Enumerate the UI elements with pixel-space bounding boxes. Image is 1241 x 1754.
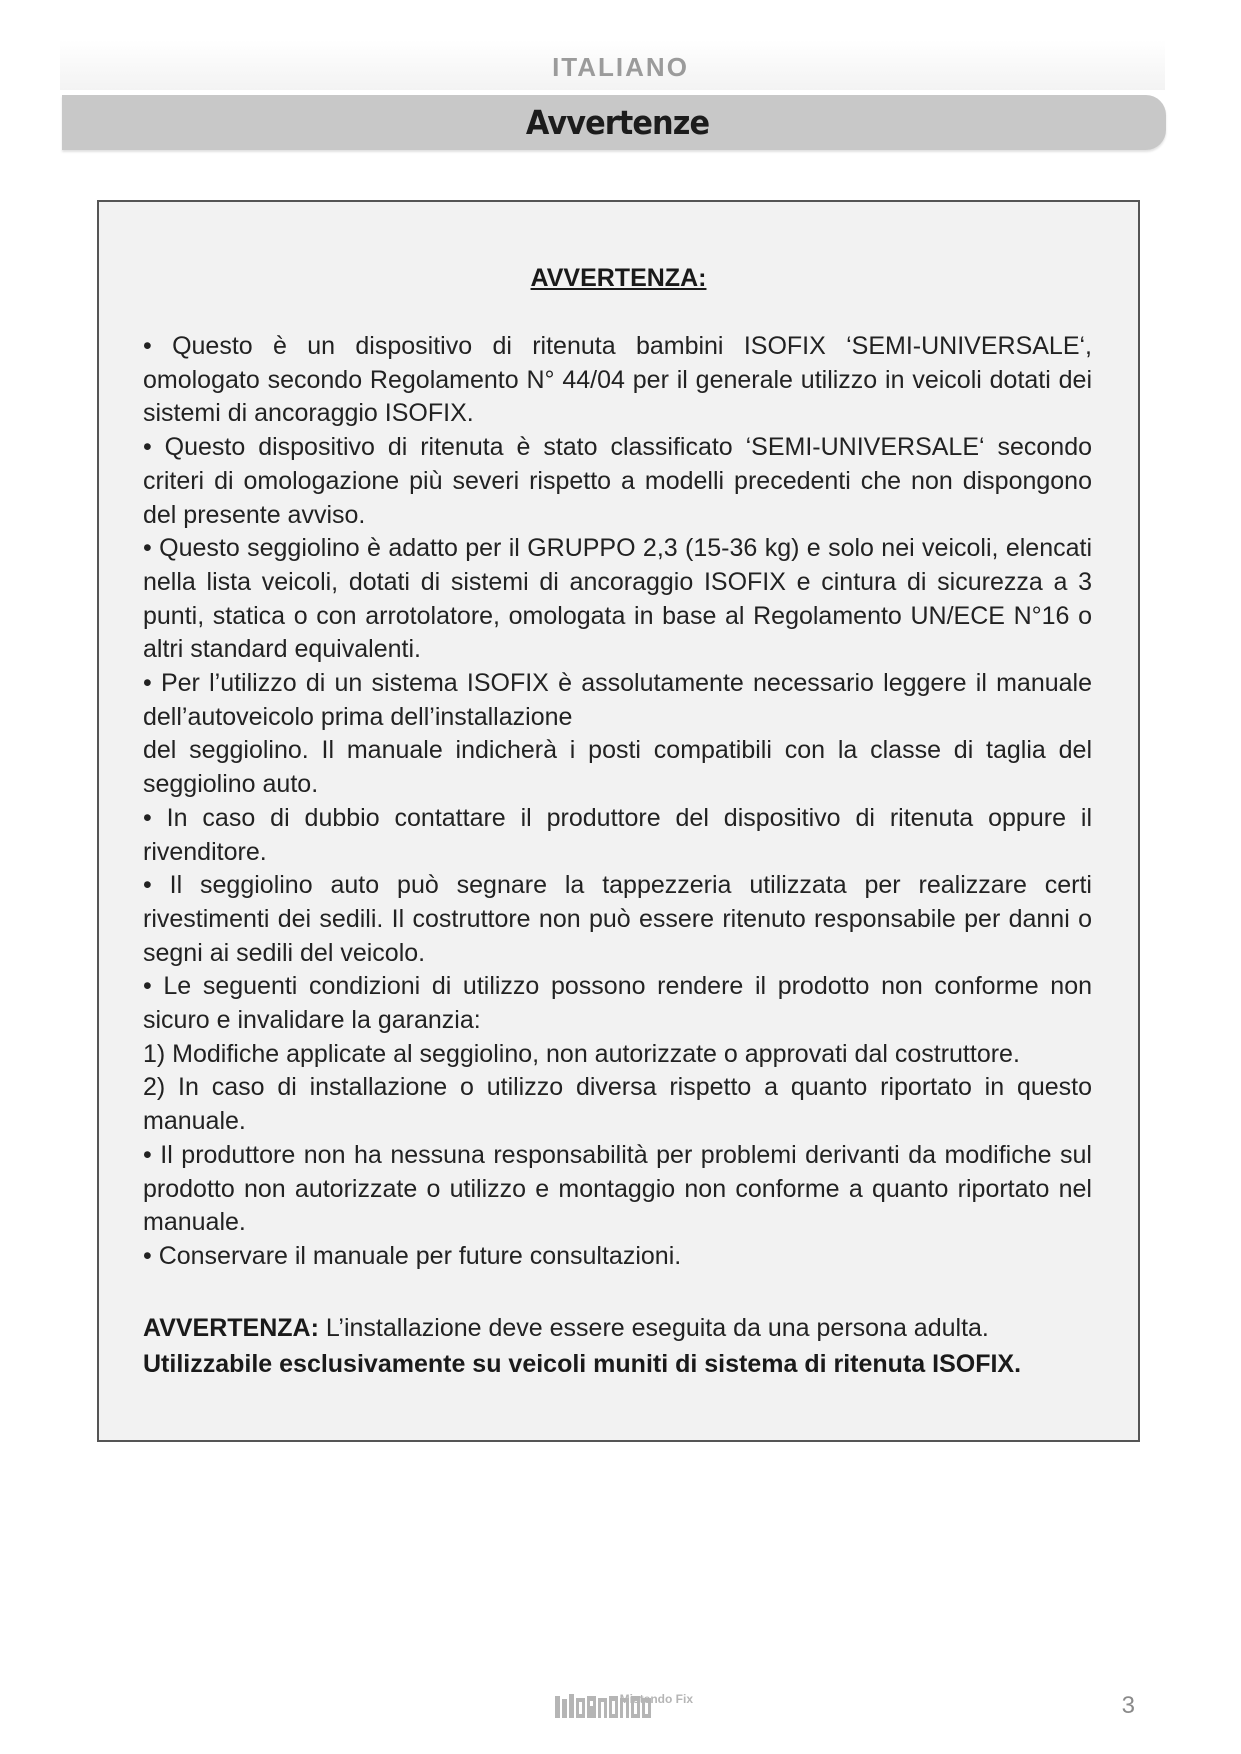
warning-box (97, 200, 1140, 1442)
warning-paragraph: 1) Modifiche applicate al seggiolino, non autorizzate o approvati dal costruttore. (143, 1039, 1020, 1068)
page-number: 3 (1121, 1692, 1135, 1719)
closing-label: AVVERTENZA: (143, 1314, 319, 1342)
warning-paragraph: • Conservare il manuale per future consultazioni. (143, 1241, 682, 1270)
closing-text: L’installazione deve essere eseguita da una persona adulta. (318, 1314, 989, 1342)
warning-paragraph: • Questo dispositivo di ritenuta è stato classificato ‘SEMI-UNIVERSALE‘ secondo criteri di omologazione più severi rispetto a modelli precedenti che non dispongono del presente avviso. (143, 433, 1092, 529)
warning-paragraph: • Per l’utilizzo di un sistema ISOFIX è assolutamente necessario leggere il manuale dell’autoveicolo prima dell’installazione (143, 669, 1092, 731)
warning-paragraph: • Questo seggiolino è adatto per il GRUPPO 2,3 (15-36 kg) e solo nei veicoli, elencati nella lista veicoli, dotati di sistemi di ancoraggio ISOFIX e cintura di sicurezza a 3 punti, statica o con arrotolatore, omologata in base al Regolamento UN/ECE N°16 o altri standard equivalenti. (143, 534, 1092, 664)
section-title: Avvertenze (525, 103, 710, 142)
warning-paragraph: • Questo è un dispositivo di ritenuta bambini ISOFIX ‘SEMI-UNIVERSALE‘, omologato secondo Regolamento N° 44/04 per il generale utilizzo in veicoli dotati dei sistemi di ancoraggio ISOFIX. (143, 332, 1092, 428)
brand-logo-text: Mistendo Fix (619, 1692, 693, 1706)
warning-paragraph: • In caso di dubbio contattare il produttore del dispositivo di ritenuta oppure il rivenditore. (143, 803, 1092, 866)
warning-paragraph: 2) In caso di installazione o utilizzo diversa rispetto a quanto riportato in questo manuale. (143, 1073, 1092, 1136)
closing-bold-text: Utilizzabile esclusivamente su veicoli muniti di sistema di ritenuta ISOFIX. (143, 1350, 1022, 1378)
closing-line (143, 1310, 1098, 1346)
section-title-bar (62, 95, 1166, 150)
warning-paragraph: • Il seggiolino auto può segnare la tappezzeria utilizzata per realizzare certi rivestimenti dei sedili. Il costruttore non può essere ritenuto responsabile per danni o segni ai sedili del veicolo. (143, 871, 1092, 967)
warning-paragraph: • Il produttore non ha nessuna responsabilità per problemi derivanti da modifiche sul prodotto non autorizzate o utilizzo e montaggio non conforme a quanto riportato nel manuale. (143, 1140, 1092, 1237)
warning-heading: AVVERTENZA: (530, 264, 707, 292)
language-label: ITALIANO (552, 52, 689, 82)
brand-logo (553, 1690, 693, 1722)
warning-paragraph: del seggiolino. Il manuale indicherà i posti compatibili con la classe di taglia del seggiolino auto. (143, 736, 1092, 799)
warning-paragraphs (143, 330, 1092, 1274)
warning-paragraph: • Le seguenti condizioni di utilizzo possono rendere il prodotto non conforme non sicuro e invalidare la garanzia: (143, 972, 1092, 1035)
closing-warning (143, 1310, 1098, 1382)
